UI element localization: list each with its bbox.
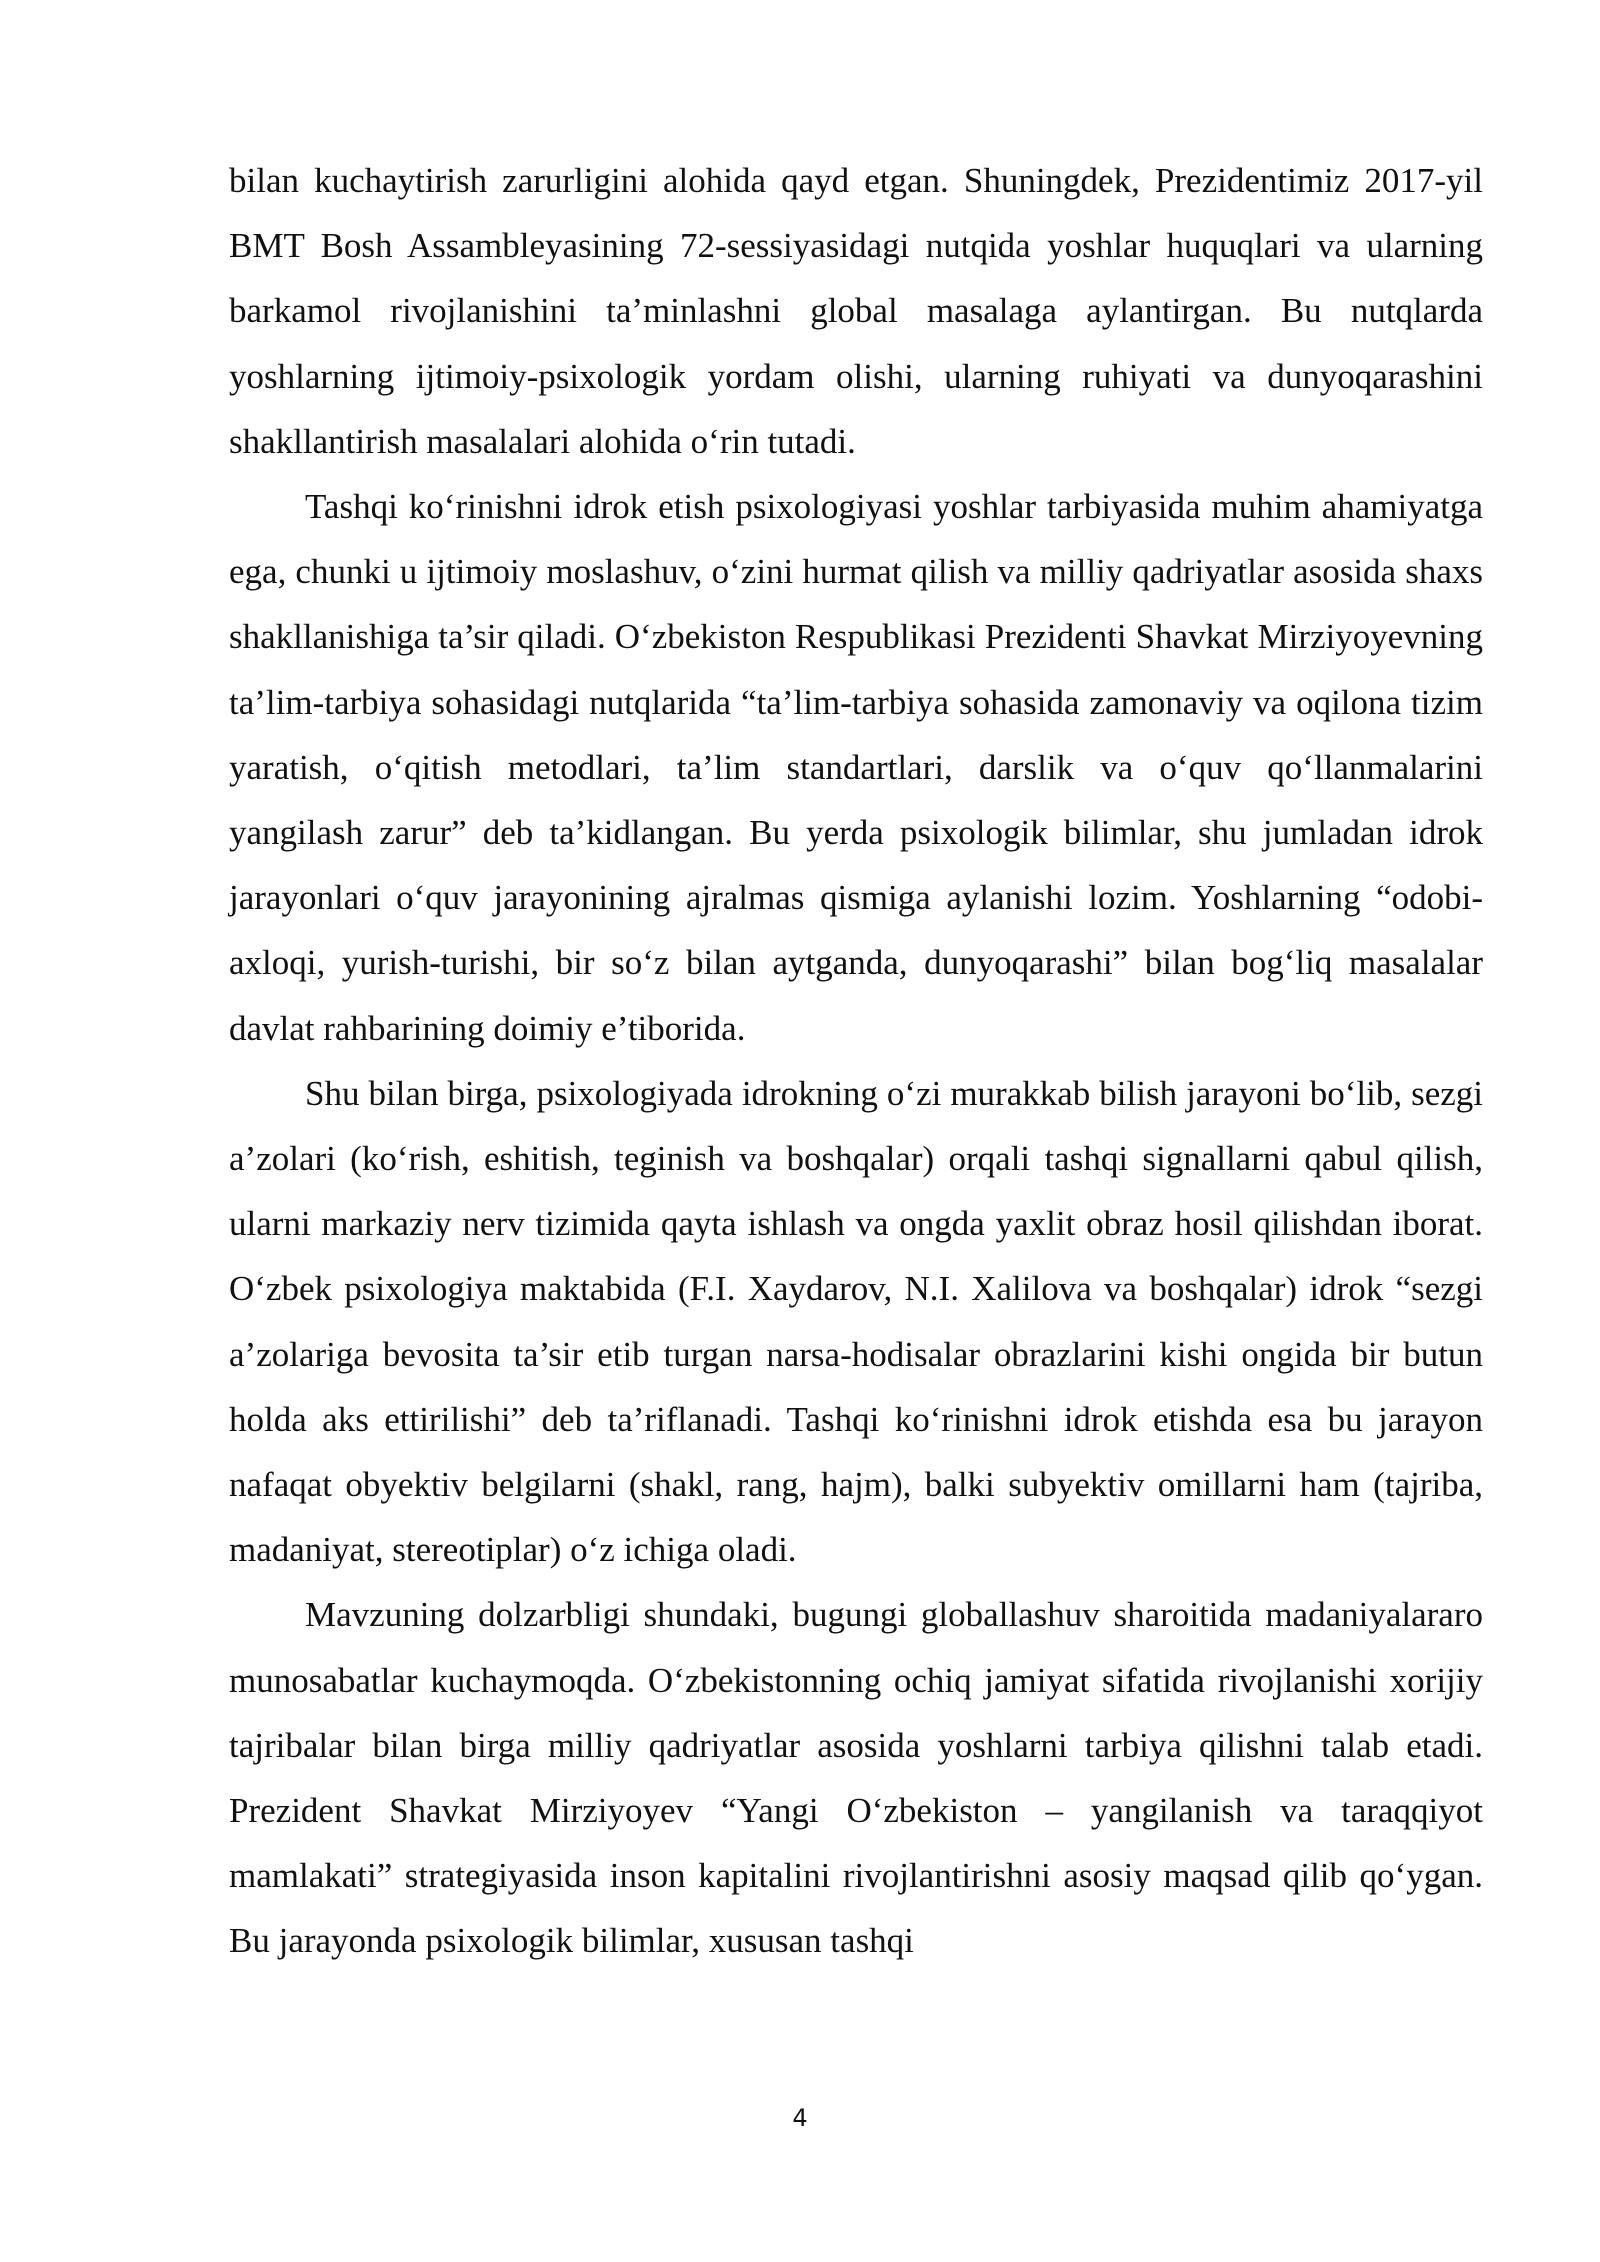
paragraph-2: Tashqi ko‘rinishni idrok etish psixologiyasi yoshlar tarbiyasida muhim ahamiyatga ega, chunki u ijtimoiy moslashuv, o‘zini hurmat qilish va milliy qadriyatlar asosida shaxs shakllanishiga ta’sir qiladi. O‘zbekiston Respublikasi Prezidenti Shavkat Mirziyoyevning ta’lim-tarbiya sohasidagi nutqlarida “ta’lim-tarbiya sohasida zamonaviy va oqilona tizim yaratish, o‘qitish metodlari, ta’lim standartlari, darslik va o‘quv qo‘llanmalarini yangilash zarur” deb ta’kidlangan. Bu yerda psixologik bilimlar, shu jumladan idrok jarayonlari o‘quv jarayonining ajralmas qismiga aylanishi lozim. Yoshlarning “odobi-axloqi, yurish-turishi, bir so‘z bilan aytganda, dunyoqarashi” bilan bog‘liq masalalar davlat rahbarining doimiy e’tiborida.	[229, 487, 1483, 1048]
body-text	[229, 148, 1483, 1974]
paragraph-1: bilan kuchaytirish zarurligini alohida qayd etgan. Shuningdek, Prezidentimiz 2017-yil BMT Bosh Assambleyasining 72-sessiyasidagi nutqida yoshlar huquqlari va ularning barkamol rivojlanishini ta’minlashni global masalaga aylantirgan. Bu nutqlarda yoshlarning ijtimoiy-psixologik yordam olishi, ularning ruhiyati va dunyoqarashini shakllantirish masalalari alohida o‘rin tutadi.	[229, 161, 1483, 461]
page-number: 4	[792, 2104, 808, 2132]
paragraph-4: Mavzuning dolzarbligi shundaki, bugungi globallashuv sharoitida madaniyalararo munosabatlar kuchaymoqda. O‘zbekistonning ochiq jamiyat sifatida rivojlanishi xorijiy tajribalar bilan birga milliy qadriyatlar asosida yoshlarni tarbiya qilishni talab etadi. Prezident Shavkat Mirziyoyev “Yangi O‘zbekiston – yangilanish va taraqqiyot mamlakati” strategiyasida inson kapitalini rivojlantirishni asosiy maqsad qilib qo‘ygan. Bu jarayonda psixologik bilimlar, xususan tashqi	[229, 1595, 1483, 1961]
paragraph-3: Shu bilan birga, psixologiyada idrokning o‘zi murakkab bilish jarayoni bo‘lib, sezgi a’zolari (ko‘rish, eshitish, teginish va boshqalar) orqali tashqi signallarni qabul qilish, ularni markaziy nerv tizimida qayta ishlash va ongda yaxlit obraz hosil qilishdan iborat. O‘zbek psixologiya maktabida (F.I. Xaydarov, N.I. Xalilova va boshqalar) idrok “sezgi a’zolariga bevosita ta’sir etib turgan narsa-hodisalar obrazlarini kishi ongida bir butun holda aks ettirilishi” deb ta’riflanadi. Tashqi ko‘rinishni idrok etishda esa bu jarayon nafaqat obyektiv belgilarni (shakl, rang, hajm), balki subyektiv omillarni ham (tajriba, madaniyat, stereotiplar) o‘z ichiga oladi.	[229, 1073, 1483, 1570]
